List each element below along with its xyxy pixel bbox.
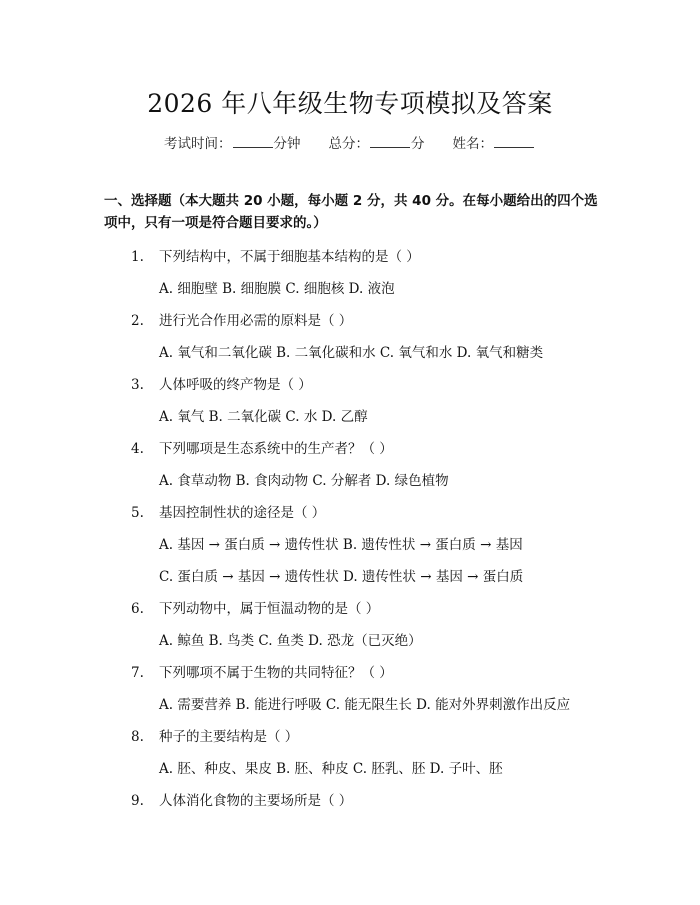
- question-6: [131, 597, 379, 617]
- question-number: 3.: [131, 377, 144, 393]
- time-unit: 分钟: [273, 136, 301, 152]
- section-heading-line-2: 项中，只有一项是符合题目要求的。）: [104, 215, 327, 231]
- question-7-options: A. 需要营养 B. 能进行呼吸 C. 能无限生长 D. 能对外界刺激作出反应: [159, 697, 571, 713]
- time-label: 考试时间：: [164, 136, 232, 152]
- section-heading-line-1: 一、选择题（本大题共 20 小题，每小题 2 分，共 40 分。在每小题给出的四个选: [104, 193, 598, 209]
- question-number: 5.: [131, 505, 144, 521]
- question-number: 1.: [131, 249, 144, 265]
- question-text: 下列哪项是生态系统中的生产者？（ ）: [159, 441, 393, 457]
- question-2-options: A. 氧气和二氧化碳 B. 二氧化碳和水 C. 氧气和水 D. 氧气和糖类: [159, 345, 544, 361]
- question-4-options: A. 食草动物 B. 食肉动物 C. 分解者 D. 绿色植物: [159, 473, 449, 489]
- question-7: [131, 661, 393, 681]
- question-number: 7.: [131, 665, 144, 681]
- question-number: 6.: [131, 601, 144, 617]
- question-text: 人体消化食物的主要场所是（ ）: [159, 793, 353, 809]
- question-8-options: A. 胚、种皮、果皮 B. 胚、种皮 C. 胚乳、胚 D. 子叶、胚: [159, 761, 503, 777]
- question-3: [131, 373, 312, 393]
- question-1-options: A. 细胞壁 B. 细胞膜 C. 细胞核 D. 液泡: [159, 281, 395, 297]
- question-text: 种子的主要结构是（ ）: [159, 729, 299, 745]
- name-label: 姓名：: [452, 136, 493, 152]
- question-9: [131, 789, 352, 809]
- section-heading: [104, 190, 604, 234]
- question-number: 8.: [131, 729, 144, 745]
- question-number: 9.: [131, 793, 144, 809]
- question-5-options-line-1: A. 基因 → 蛋白质 → 遗传性状 B. 遗传性状 → 蛋白质 → 基因: [159, 537, 523, 553]
- question-text: 下列动物中，属于恒温动物的是（ ）: [159, 601, 380, 617]
- question-text: 人体呼吸的终产物是（ ）: [159, 377, 312, 393]
- question-8: [131, 725, 298, 745]
- question-number: 2.: [131, 313, 144, 329]
- question-text: 下列哪项不属于生物的共同特征？（ ）: [159, 665, 393, 681]
- question-1: [131, 245, 420, 265]
- page-title: 2026 年八年级生物专项模拟及答案: [147, 89, 553, 118]
- time-blank: [233, 133, 273, 148]
- score-label: 总分：: [328, 136, 369, 152]
- question-text: 进行光合作用必需的原料是（ ）: [159, 313, 353, 329]
- question-5: [131, 501, 325, 521]
- question-number: 4.: [131, 441, 144, 457]
- question-3-options: A. 氧气 B. 二氧化碳 C. 水 D. 乙醇: [159, 409, 368, 425]
- question-4: [131, 437, 393, 457]
- question-text: 下列结构中，不属于细胞基本结构的是（ ）: [159, 249, 420, 265]
- score-blank: [370, 133, 410, 148]
- question-5-options-line-2: C. 蛋白质 → 基因 → 遗传性状 D. 遗传性状 → 基因 → 蛋白质: [159, 569, 524, 585]
- question-6-options: A. 鲸鱼 B. 鸟类 C. 鱼类 D. 恐龙（已灭绝）: [159, 633, 422, 649]
- question-2: [131, 309, 352, 329]
- question-text: 基因控制性状的途径是（ ）: [159, 505, 326, 521]
- name-blank: [494, 133, 534, 148]
- exam-info-line: [164, 132, 535, 152]
- score-unit: 分: [411, 136, 425, 152]
